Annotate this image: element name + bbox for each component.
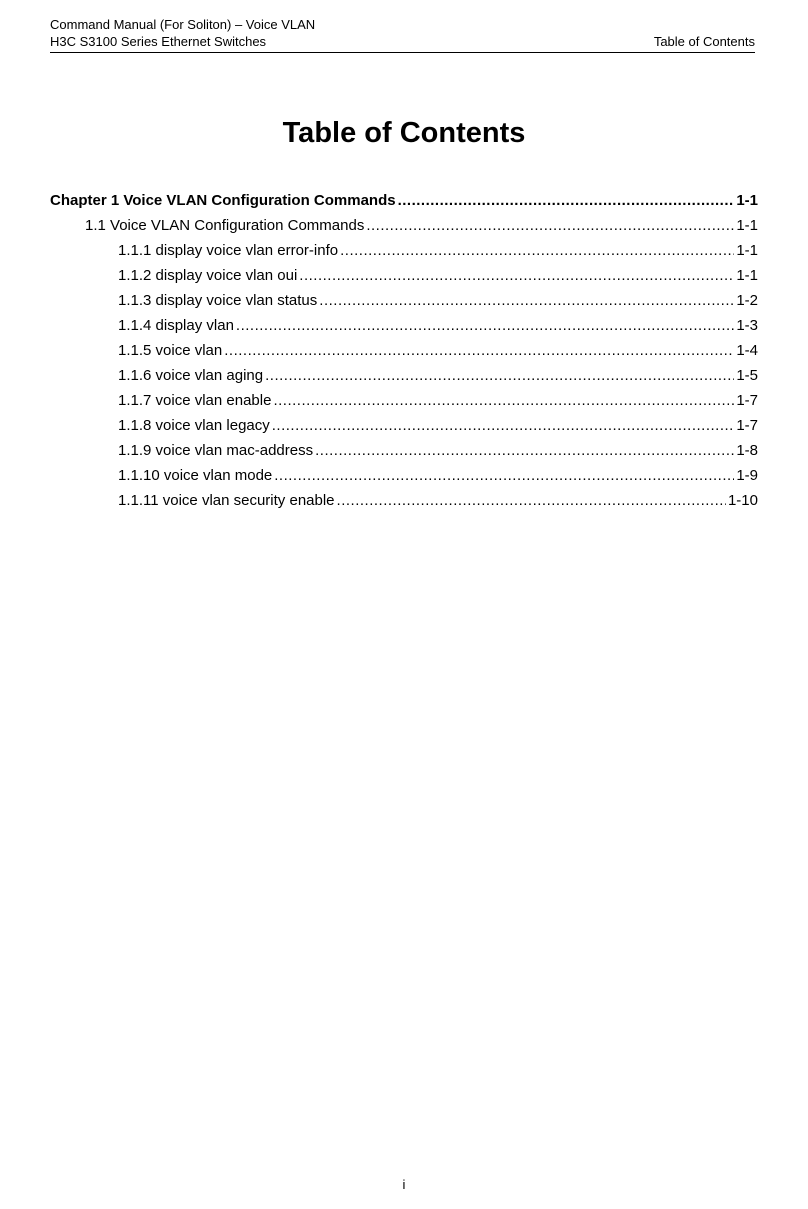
toc-entry-page: 1-1 <box>736 217 758 234</box>
toc-entry-title: 1.1.9 voice vlan mac-address <box>118 442 314 459</box>
toc-dot-leader <box>340 238 734 263</box>
page-title: Table of Contents <box>282 117 526 149</box>
toc-entry-page: 1-7 <box>736 392 758 409</box>
toc-dot-leader <box>265 363 734 388</box>
toc-dot-leader <box>299 263 734 288</box>
toc-dot-leader <box>319 288 734 313</box>
toc-dot-leader <box>366 213 734 238</box>
toc-entry[interactable] <box>50 363 758 388</box>
manual-title: Command Manual (For Soliton) – Voice VLAN <box>50 17 316 32</box>
toc-entry-page: 1-7 <box>736 417 758 434</box>
page-header <box>50 16 755 53</box>
toc-entry[interactable] <box>50 338 758 363</box>
toc-entry[interactable] <box>50 288 758 313</box>
toc-entry[interactable] <box>50 413 758 438</box>
toc-dot-leader <box>224 338 734 363</box>
toc-entry-title: 1.1.1 display voice vlan error-info <box>118 242 339 259</box>
toc-entry-title: 1.1.10 voice vlan mode <box>118 467 273 484</box>
toc-dot-leader <box>274 463 734 488</box>
page-number: i <box>402 1177 406 1192</box>
toc-dot-leader <box>273 388 734 413</box>
product-series: H3C S3100 Series Ethernet Switches <box>50 34 267 49</box>
toc-entry-page: 1-1 <box>736 242 758 259</box>
toc-entry-page: 1-4 <box>736 342 758 359</box>
table-of-contents <box>50 188 758 513</box>
toc-dot-leader <box>315 438 734 463</box>
toc-entry[interactable] <box>50 388 758 413</box>
toc-entry-title: 1.1.11 voice vlan security enable <box>118 492 335 509</box>
toc-entry[interactable] <box>50 463 758 488</box>
toc-dot-leader <box>337 488 726 513</box>
toc-entry[interactable] <box>50 238 758 263</box>
toc-entry-page: 1-8 <box>736 442 758 459</box>
toc-entry-title: 1.1.4 display vlan <box>118 317 234 334</box>
toc-dot-leader <box>272 413 735 438</box>
toc-entry[interactable] <box>50 313 758 338</box>
toc-entry-page: 1-1 <box>736 192 758 209</box>
toc-entry-title: 1.1.3 display voice vlan status <box>118 292 318 309</box>
toc-entry-title: 1.1 Voice VLAN Configuration Commands <box>85 217 365 234</box>
toc-entry-page: 1-5 <box>736 367 758 384</box>
toc-entry-page: 1-3 <box>736 317 758 334</box>
toc-entry-page: 1-2 <box>736 292 758 309</box>
toc-entry[interactable] <box>50 263 758 288</box>
toc-entry-title: Chapter 1 Voice VLAN Configuration Commands <box>50 192 396 209</box>
header-second-line <box>50 33 755 50</box>
toc-entry-title: 1.1.7 voice vlan enable <box>118 392 272 409</box>
toc-entry-page: 1-10 <box>727 492 758 509</box>
header-section-name: Table of Contents <box>653 34 755 49</box>
toc-entry-page: 1-9 <box>736 467 758 484</box>
toc-entry[interactable] <box>50 188 758 213</box>
toc-entry[interactable] <box>50 213 758 238</box>
toc-dot-leader <box>398 188 735 213</box>
toc-dot-leader <box>236 313 734 338</box>
toc-entry[interactable] <box>50 438 758 463</box>
toc-entry-title: 1.1.6 voice vlan aging <box>118 367 264 384</box>
toc-entry[interactable] <box>50 488 758 513</box>
toc-entry-title: 1.1.5 voice vlan <box>118 342 223 359</box>
toc-entry-page: 1-1 <box>736 267 758 284</box>
toc-entry-title: 1.1.2 display voice vlan oui <box>118 267 298 284</box>
toc-entry-title: 1.1.8 voice vlan legacy <box>118 417 270 434</box>
